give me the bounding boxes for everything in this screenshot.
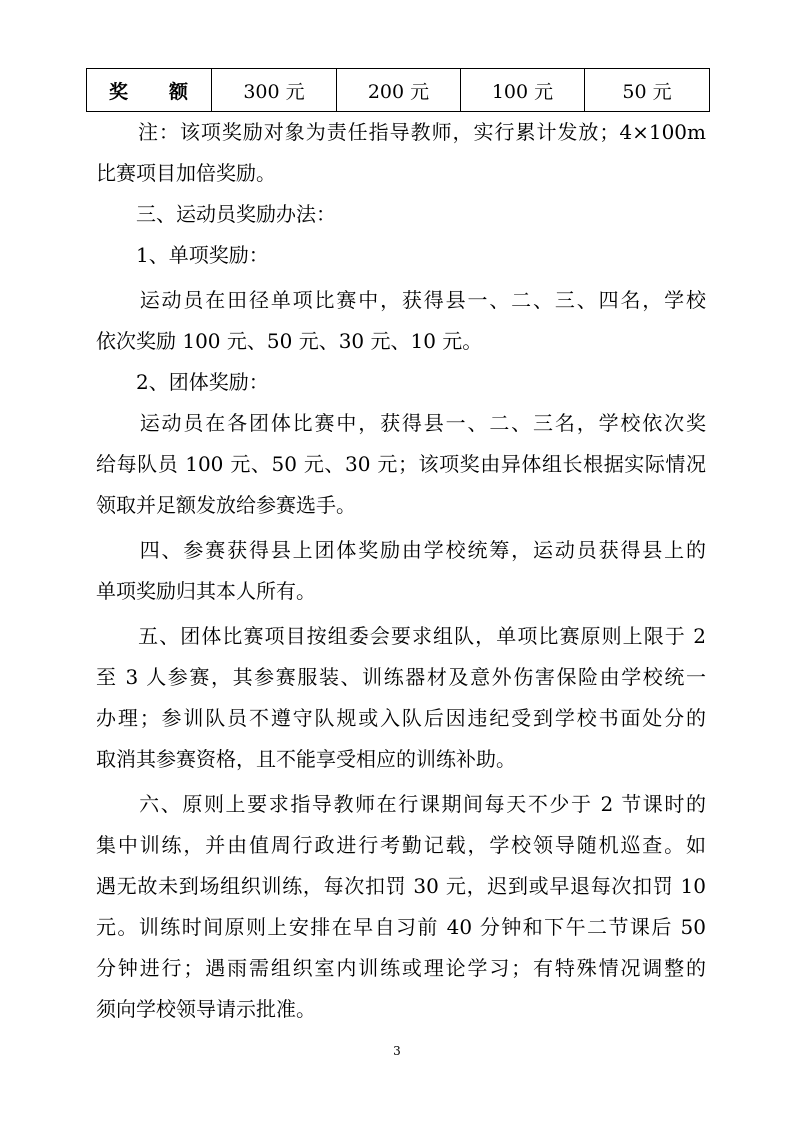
text-line: 依次奖励 100 元、50 元、30 元、10 元。 <box>96 329 483 353</box>
text-line: 领取并足额发放给参赛选手。 <box>96 493 356 517</box>
text-line: 五、团体比赛项目按组委会要求组队，单项比赛原则上限于 2 <box>96 624 706 648</box>
text-line: 办理；参训队员不遵守队规或入队后因违纪受到学校书面处分的 <box>96 706 706 730</box>
text-line: 六、原则上要求指导教师在行课期间每天不少于 2 节课时的 <box>96 792 706 816</box>
text-line: 注：该项奖励对象为责任指导教师，实行累计发放；4×100m <box>96 120 706 144</box>
text-line: 集中训练，并由值周行政进行考勤记载，学校领导随机巡查。如 <box>96 833 706 857</box>
award-header-cell: 奖 额 <box>87 69 212 112</box>
text-line: 1、单项奖励： <box>96 243 269 267</box>
award-table-row <box>87 69 710 112</box>
text-line: 须向学校领导请示批准。 <box>96 997 316 1021</box>
award-cell: 50 元 <box>585 69 710 112</box>
text-line: 运动员在各团体比赛中，获得县一、二、三名，学校依次奖 <box>96 411 706 435</box>
award-cell: 100 元 <box>461 69 585 112</box>
award-table <box>86 68 710 112</box>
text-line: 元。训练时间原则上安排在早自习前 40 分钟和下午二节课后 50 <box>96 915 706 939</box>
text-line: 至 3 人参赛，其参赛服装、训练器材及意外伤害保险由学校统一 <box>96 665 706 689</box>
award-cell: 200 元 <box>337 69 461 112</box>
text-line: 四、参赛获得县上团体奖励由学校统筹，运动员获得县上的 <box>96 538 706 562</box>
award-cell: 300 元 <box>212 69 337 112</box>
text-line: 单项奖励归其本人所有。 <box>96 579 316 603</box>
text-line: 遇无故未到场组织训练，每次扣罚 30 元，迟到或早退每次扣罚 10 <box>96 874 706 898</box>
text-line: 三、运动员奖励办法： <box>96 202 336 226</box>
text-line: 运动员在田径单项比赛中，获得县一、二、三、四名，学校 <box>96 288 706 312</box>
text-line: 比赛项目加倍奖励。 <box>96 161 276 185</box>
text-line: 给每队员 100 元、50 元、30 元；该项奖由异体组长根据实际情况 <box>96 452 706 476</box>
page-number: 3 <box>393 1044 401 1058</box>
text-line: 分钟进行；遇雨需组织室内训练或理论学习；有特殊情况调整的 <box>96 956 706 980</box>
text-line: 2、团体奖励： <box>96 370 269 394</box>
text-line: 取消其参赛资格，且不能享受相应的训练补助。 <box>96 747 516 771</box>
